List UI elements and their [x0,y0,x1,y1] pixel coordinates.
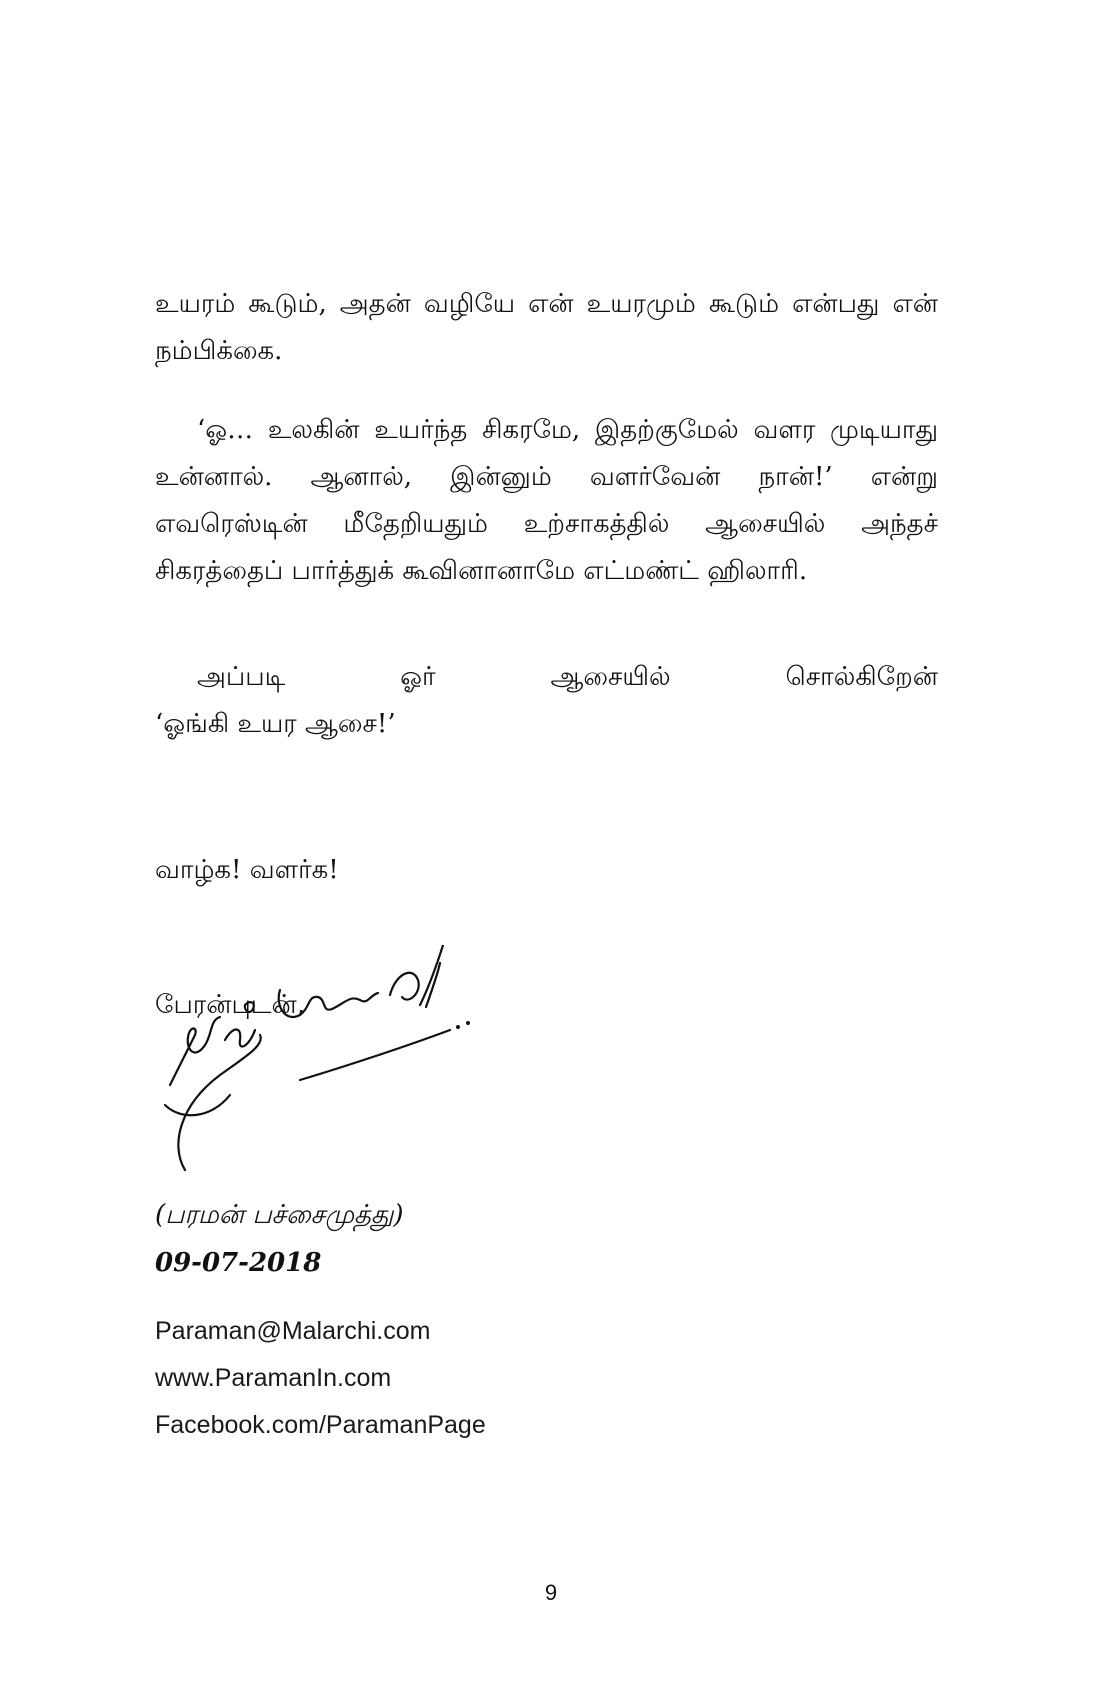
body-paragraph-2 [155,407,938,595]
signature-date: 09-07-2018 [155,1248,322,1278]
contact-facebook: Facebook.com/ParamanPage [155,1411,486,1439]
closing-regards: பேரன்புடன், [155,990,305,1020]
closing-wish: வாழ்க! வளர்க! [155,855,339,885]
body-paragraph-3 [155,654,938,748]
paragraph-line: அப்படி ஓர் ஆசையில் சொல்கிறேன் [197,662,938,692]
body-paragraph-1 [155,281,938,375]
paragraph-text: ‘ஓ… உலகின் உயர்ந்த சிகரமே, இதற்குமேல் வளர முடியாது உன்னால். ஆனால், இன்னும் வளர்வேன் நான்!’ என்று எவரெஸ்டின் மீதேறியதும் உற்சாகத்தில் ஆசையில் அந்தச் சிகரத்தைப் பார்த்துக் கூவினானாமே எட்மண்ட் ஹிலாரி. [155,415,938,586]
contact-email: Paraman@Malarchi.com [155,1317,431,1345]
author-name: (பரமன் பச்சைமுத்து) [155,1200,404,1230]
handwritten-signature [150,945,520,1200]
page-number: 9 [544,1580,558,1605]
contact-website: www.ParamanIn.com [155,1364,392,1392]
paragraph-text: உயரம் கூடும், அதன் வழியே என் உயரமும் கூடும் என்பது என் நம்பிக்கை. [155,289,938,366]
paragraph-line: ‘ஓங்கி உயர ஆசை!’ [155,709,396,739]
